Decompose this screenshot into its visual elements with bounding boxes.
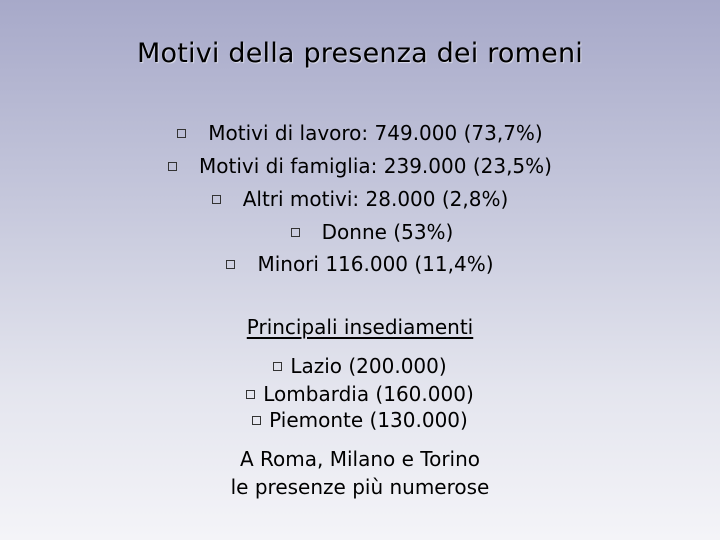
- square-bullet-icon: [252, 416, 261, 425]
- list-item-text: Motivi di lavoro: 749.000 (73,7%): [208, 121, 543, 145]
- square-bullet-icon: [212, 195, 221, 204]
- list-item-text: Altri motivi: 28.000 (2,8%): [242, 187, 509, 211]
- square-bullet-icon: [246, 390, 255, 399]
- square-bullet-icon: [291, 228, 300, 237]
- conclusion-line: A Roma, Milano e Torino: [239, 447, 481, 471]
- list-item: [0, 187, 720, 211]
- conclusion-line: le presenze più numerose: [230, 475, 490, 499]
- square-bullet-icon: [273, 362, 282, 371]
- list-item-text: Donne (53%): [321, 220, 454, 244]
- list-item-text: Lombardia (160.000): [263, 382, 474, 406]
- list-item: [0, 382, 720, 406]
- list-item: [0, 220, 720, 244]
- square-bullet-icon: [168, 162, 177, 171]
- square-bullet-icon: [226, 260, 235, 269]
- list-item: [0, 154, 720, 178]
- list-item: [0, 354, 720, 378]
- square-bullet-icon: [177, 129, 186, 138]
- list-item-text: Minori 116.000 (11,4%): [257, 252, 494, 276]
- conclusion: [0, 445, 720, 501]
- list-item-text: Motivi di famiglia: 239.000 (23,5%): [199, 154, 552, 178]
- slide-title: Motivi della presenza dei romeni: [137, 38, 583, 69]
- list-item-text: Lazio (200.000): [290, 354, 447, 378]
- settlements-heading: Principali insediamenti: [246, 315, 474, 339]
- list-item-text: Piemonte (130.000): [269, 408, 468, 432]
- list-item: [0, 252, 720, 276]
- list-item: [0, 121, 720, 145]
- list-item: [0, 408, 720, 432]
